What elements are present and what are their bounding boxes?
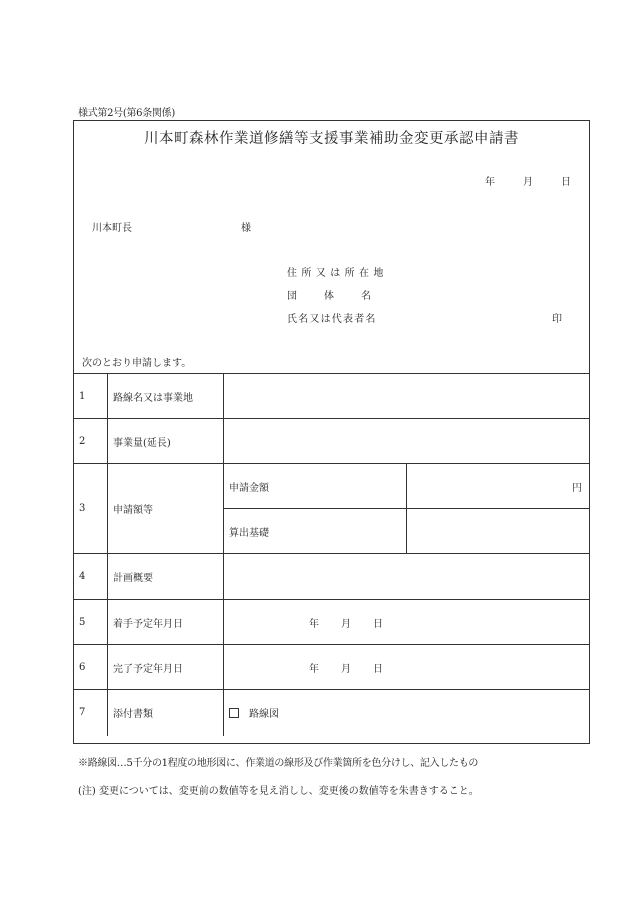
row-label: 路線名又は事業地 bbox=[108, 374, 224, 419]
row-label: 完了予定年月日 bbox=[108, 645, 224, 690]
start-day: 日 bbox=[373, 618, 383, 630]
table-row bbox=[74, 464, 589, 509]
work-volume-field[interactable] bbox=[224, 419, 590, 464]
applicant-address-label: 住所又は所在地 bbox=[287, 268, 388, 279]
date-day: 日 bbox=[561, 177, 571, 188]
completion-year: 年 bbox=[309, 663, 319, 675]
note-route-map: ※路線図…5千分の1程度の地形図に、作業道の線形及び作業箇所を色分けし、記入したもの bbox=[78, 758, 479, 769]
table-row bbox=[74, 554, 589, 600]
note-changes: (注) 変更については、変更前の数値等を見え消しし、変更後の数値等を朱書きすること。 bbox=[78, 786, 479, 797]
attachment-field bbox=[224, 690, 590, 736]
start-year: 年 bbox=[309, 618, 319, 630]
start-date-field[interactable] bbox=[224, 600, 590, 645]
row-label: 事業量(延長) bbox=[108, 419, 224, 464]
date-year: 年 bbox=[485, 177, 495, 188]
row-label: 着手予定年月日 bbox=[108, 600, 224, 645]
honorific: 様 bbox=[241, 223, 251, 234]
start-month: 月 bbox=[341, 618, 351, 630]
plan-summary-field[interactable] bbox=[224, 554, 590, 600]
requested-amount-field[interactable] bbox=[406, 464, 589, 509]
row-number: 3 bbox=[74, 464, 108, 554]
date-line bbox=[485, 173, 571, 188]
completion-month: 月 bbox=[341, 663, 351, 675]
row-number: 4 bbox=[74, 554, 108, 600]
application-items-table bbox=[74, 373, 589, 736]
table-row bbox=[74, 690, 589, 736]
seal-mark: 印 bbox=[552, 314, 562, 325]
sub-row-label: 申請金額 bbox=[224, 464, 407, 509]
completion-date-field[interactable] bbox=[224, 645, 590, 690]
row-number: 7 bbox=[74, 690, 108, 736]
sub-row-label: 算出基礎 bbox=[224, 509, 407, 554]
route-map-checkbox[interactable] bbox=[229, 708, 239, 718]
form-number: 様式第2号(第6条関係) bbox=[78, 108, 175, 119]
intro-text: 次のとおり申請します。 bbox=[82, 358, 192, 369]
date-month: 月 bbox=[523, 177, 533, 188]
applicant-group-label: 団体名 bbox=[287, 291, 398, 302]
attachment-label: 路線図 bbox=[249, 709, 279, 721]
row-label: 計画概要 bbox=[108, 554, 224, 600]
calculation-basis-field[interactable] bbox=[406, 509, 589, 554]
table-row bbox=[74, 645, 589, 690]
table-row bbox=[74, 600, 589, 645]
addressee: 川本町長 bbox=[92, 223, 132, 234]
route-name-field[interactable] bbox=[224, 374, 590, 419]
row-label: 添付書類 bbox=[108, 690, 224, 736]
applicant-name-label: 氏名又は代表者名 bbox=[287, 314, 377, 325]
yen-unit: 円 bbox=[572, 482, 582, 494]
row-number: 2 bbox=[74, 419, 108, 464]
row-label: 申請額等 bbox=[108, 464, 224, 554]
table-row bbox=[74, 374, 589, 419]
row-number: 5 bbox=[74, 600, 108, 645]
row-number: 1 bbox=[74, 374, 108, 419]
completion-day: 日 bbox=[373, 663, 383, 675]
table-row bbox=[74, 419, 589, 464]
form-frame bbox=[73, 120, 590, 744]
row-number: 6 bbox=[74, 645, 108, 690]
page-title: 川本町森林作業道修繕等支援事業補助金変更承認申請書 bbox=[144, 131, 519, 147]
